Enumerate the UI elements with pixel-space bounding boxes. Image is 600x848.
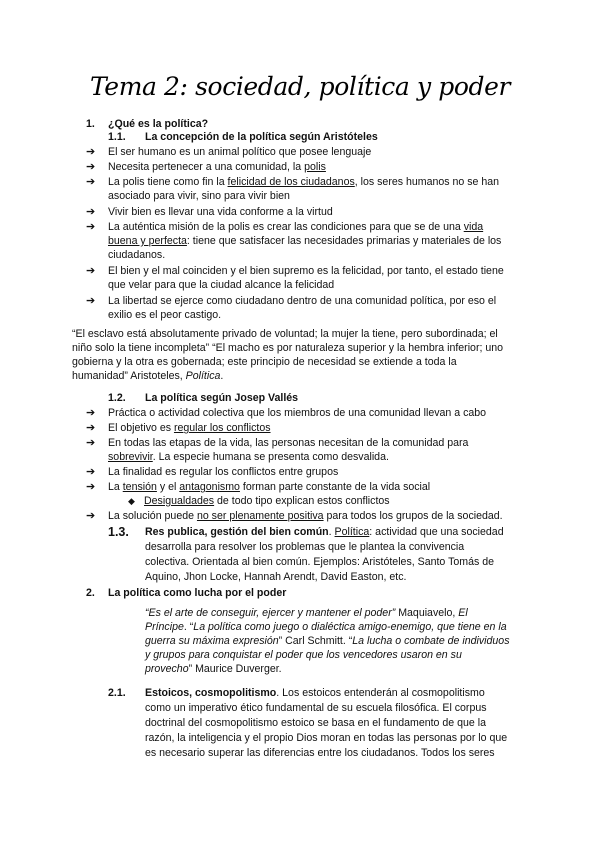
power-quote-line: guerra su máxima expresión” Carl Schmitt. “La lucha o combate de individuos [145, 635, 510, 647]
arrow-bullet-icon: ➔ [86, 295, 96, 307]
bullet-text-continued: exilio es el peor castigo. [108, 309, 222, 321]
arrow-bullet-icon: ➔ [86, 161, 96, 173]
bullet-text-continued: ciudadanos. [108, 249, 166, 261]
arrow-bullet-icon: ➔ [86, 265, 96, 277]
subsection-1-2-number: 1.2. [108, 392, 126, 404]
section-1-heading: ¿Qué es la política? [108, 118, 209, 130]
bullet-text: Vivir bien es llevar una vida conforme a la virtud [108, 206, 333, 218]
subsection-1-3-text: Aquino, Jhon Locke, Hannah Arendt, David Easton, etc. [145, 571, 407, 583]
arrow-bullet-icon: ➔ [86, 206, 96, 218]
aristotle-quote-line: gobierna y la otra es gobernada; este principio de necesidad se extiende a toda la [72, 356, 457, 368]
section-1-number: 1. [86, 118, 95, 130]
bullet-text-continued: asociado para vivir, sino para vivir bien [108, 190, 290, 202]
subsection-1-1-title: La concepción de la política según Aristóteles [145, 131, 378, 143]
aristotle-quote-line: “El esclavo está absolutamente privado de voluntad; la mujer la tiene, pero subordinada; el [72, 328, 498, 340]
arrow-bullet-icon: ➔ [86, 407, 96, 419]
sub-bullet-text: Desigualdades de todo tipo explican estos conflictos [144, 495, 390, 507]
aristotle-quote-line: niño solo la tiene incompleta” “El macho es por naturaleza superior y la hembra inferior; uno [72, 342, 504, 354]
subsection-2-1-text: es necesario superar las diferencias entre los ciudadanos. Todos los seres [145, 747, 495, 759]
subsection-1-3-text: Res publica, gestión del bien común. Política: actividad que una sociedad [145, 526, 504, 538]
subsection-2-1-text: Estoicos, cosmopolitismo. Los estoicos entenderán al cosmopolitismo [145, 687, 485, 699]
bullet-text: En todas las etapas de la vida, las personas necesitan de la comunidad para [108, 437, 469, 449]
section-2-number: 2. [86, 587, 95, 599]
power-quote-line: provecho” Maurice Duverger. [145, 663, 282, 675]
bullet-text: El ser humano es un animal político que posee lenguaje [108, 146, 372, 158]
subsection-1-3-number: 1.3. [108, 525, 129, 539]
bullet-text: El objetivo es regular los conflictos [108, 422, 271, 434]
subsection-2-1-text: razón, la inteligencia y el propio Dios moran en todas las personas por lo que [145, 732, 508, 744]
bullet-text: La tensión y el antagonismo forman parte constante de la vida social [108, 481, 431, 493]
bullet-text: Práctica o actividad colectiva que los miembros de una comunidad llevan a cabo [108, 407, 487, 419]
power-quote-line: “Es el arte de conseguir, ejercer y mantener el poder” Maquiavelo, El [145, 607, 468, 619]
section-2-heading: La política como lucha por el poder [108, 587, 287, 599]
subsection-2-1-number: 2.1. [108, 687, 126, 699]
subsection-1-3-text: desarrolla para resolver los problemas que le plantea la convivencia [145, 541, 465, 553]
bullet-text-continued: que velar para que la ciudad alcance la felicidad [108, 279, 335, 291]
bullet-text: La polis tiene como fin la felicidad de los ciudadanos, los seres humanos no se han [108, 176, 500, 188]
arrow-bullet-icon: ➔ [86, 437, 96, 449]
bullet-text: El bien y el mal coinciden y el bien supremo es la felicidad, por tanto, el estado tiene [108, 265, 504, 277]
subsection-1-1-number: 1.1. [108, 131, 126, 143]
arrow-bullet-icon: ➔ [86, 146, 96, 158]
aristotle-quote-line: humanidad” Aristoteles, Política. [72, 370, 224, 382]
arrow-bullet-icon: ➔ [86, 221, 96, 233]
bullet-text: Necesita pertenecer a una comunidad, la polis [108, 161, 326, 173]
bullet-text: La finalidad es regular los conflictos entre grupos [108, 466, 339, 478]
power-quote-line: Príncipe. “La política como juego o dialéctica amigo-enemigo, que tiene en la [145, 621, 507, 633]
arrow-bullet-icon: ➔ [86, 466, 96, 478]
bullet-text: La auténtica misión de la polis es crear las condiciones para que se de una vida [108, 221, 484, 233]
bullet-text-continued: sobrevivir. La especie humana se presenta como desvalida. [108, 451, 389, 463]
subsection-2-1-text: doctrinal del cosmopolitismo estoico se basa en el fundamento de que la [145, 717, 486, 729]
arrow-bullet-icon: ➔ [86, 481, 96, 493]
page-title: Tema 2: sociedad, política y poder [89, 72, 511, 101]
bullet-text: La solución puede no ser plenamente positiva para todos los grupos de la sociedad. [108, 510, 503, 522]
subsection-2-1-text: como un imperativo ético fundamental de su escuela filosófica. El corpus [145, 702, 487, 714]
bullet-text-continued: buena y perfecta: tiene que satisfacer las necesidades primarias y materiales de los [108, 235, 502, 247]
bullet-text: La libertad se ejerce como ciudadano dentro de una comunidad política, por eso el [108, 295, 497, 307]
arrow-bullet-icon: ➔ [86, 422, 96, 434]
arrow-bullet-icon: ➔ [86, 510, 96, 522]
diamond-bullet-icon: ◆ [128, 496, 135, 506]
subsection-1-3-text: colectiva. Orientada al bien común. Ejemplos: Aristóteles, Santo Tomás de [145, 556, 494, 568]
subsection-1-2-title: La política según Josep Vallés [145, 392, 299, 404]
power-quote-line: y grupos para conquistar el poder que los vencedores usaron en su [145, 649, 462, 661]
arrow-bullet-icon: ➔ [86, 176, 96, 188]
